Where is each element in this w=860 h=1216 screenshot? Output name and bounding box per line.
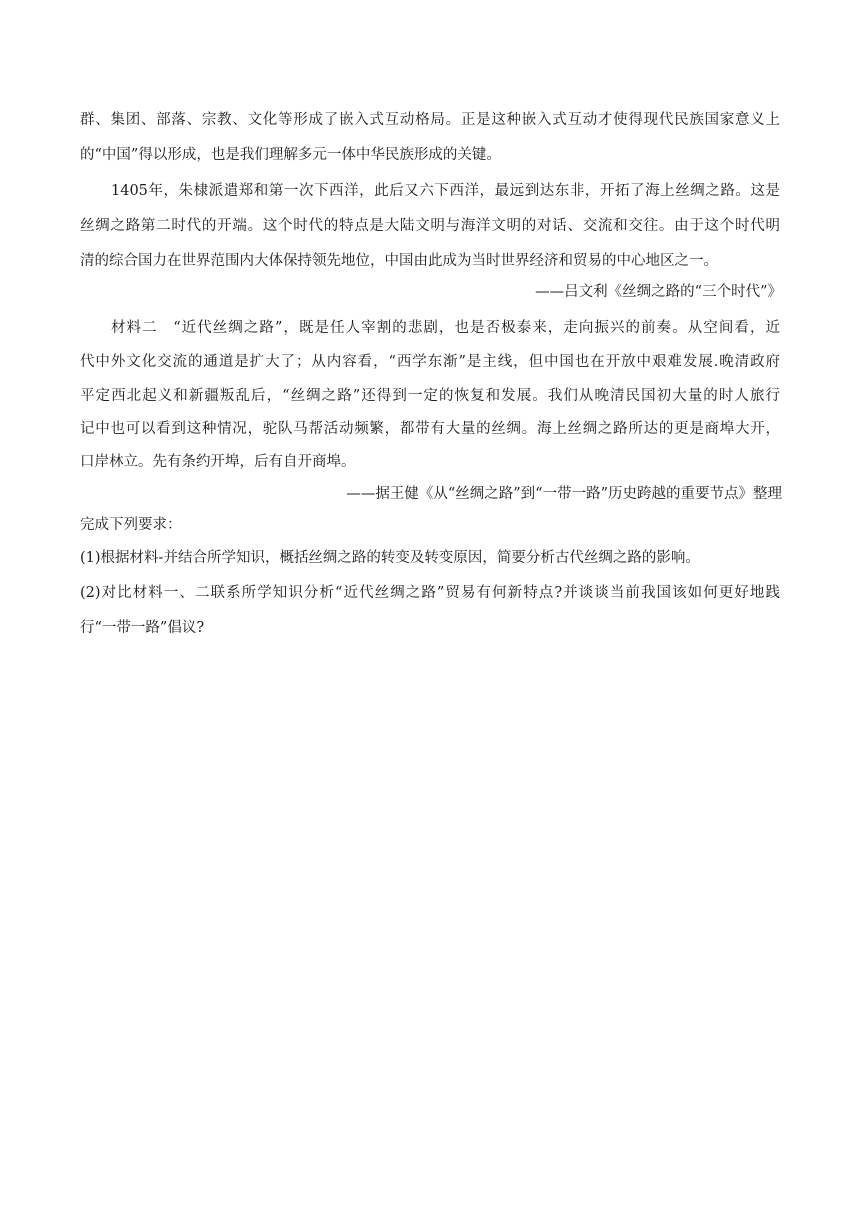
material2-line-1: 材料二 “近代丝绸之路”，既是任人宰割的悲剧，也是否极泰来，走向振兴的前奏。从空间看，近 bbox=[111, 320, 780, 336]
material2-line-2: 代中外文化交流的通道是扩大了；从内容看，“西学东渐”是主线，但中国也在开放中艰难发展.晚清政府 bbox=[80, 354, 780, 370]
paragraph2-line-3: 清的综合国力在世界范围内大体保持领先地位，中国由此成为当时世界经济和贸易的中心地区之一。 bbox=[80, 253, 718, 269]
instruction-text: 完成下列要求： bbox=[80, 517, 182, 533]
material2-line-5: 口岸林立。先有条约开埠，后有自开商埠。 bbox=[80, 454, 356, 470]
question-2-line-2: 行“一带一路”倡议? bbox=[80, 620, 205, 636]
paragraph1-line-1: 群、集团、部落、宗教、文化等形成了嵌入式互动格局。正是这种嵌入式互动才使得现代民族国家意义上 bbox=[80, 112, 780, 128]
question-1: (1)根据材料-并结合所学知识，概括丝绸之路的转变及转变原因，简要分析古代丝绸之路的影响。 bbox=[80, 550, 700, 566]
question-2-line-1: (2)对比材料一、二联系所学知识分析“近代丝绸之路”贸易有何新特点?并谈谈当前我国该如何更好地践 bbox=[80, 585, 780, 601]
paragraph1-line-2: 的“中国”得以形成，也是我们理解多元一体中华民族形成的关键。 bbox=[80, 147, 501, 163]
citation-2: ——据王健《从“丝绸之路”到“一带一路”历史跨越的重要节点》整理 bbox=[346, 486, 782, 502]
citation-1: ——吕文利《丝绸之路的“三个时代”》 bbox=[535, 284, 782, 300]
material2-line-3: 平定西北起义和新疆叛乱后，“丝绸之路”还得到一定的恢复和发展。我们从晚清民国初大量的时人旅行 bbox=[80, 388, 780, 404]
paragraph2-line-1: 1405年，朱棣派遣郑和第一次下西洋，此后又六下西洋，最远到达东非，开拓了海上丝绸之路。这是 bbox=[111, 183, 780, 199]
paragraph2-line-2: 丝绸之路第二时代的开端。这个时代的特点是大陆文明与海洋文明的对话、交流和交往。由于这个时代明 bbox=[80, 218, 780, 234]
material2-line-4: 记中也可以看到这种情况，驼队马帮活动频繁，都带有大量的丝绸。海上丝绸之路所达的更是商埠大开， bbox=[80, 421, 780, 437]
